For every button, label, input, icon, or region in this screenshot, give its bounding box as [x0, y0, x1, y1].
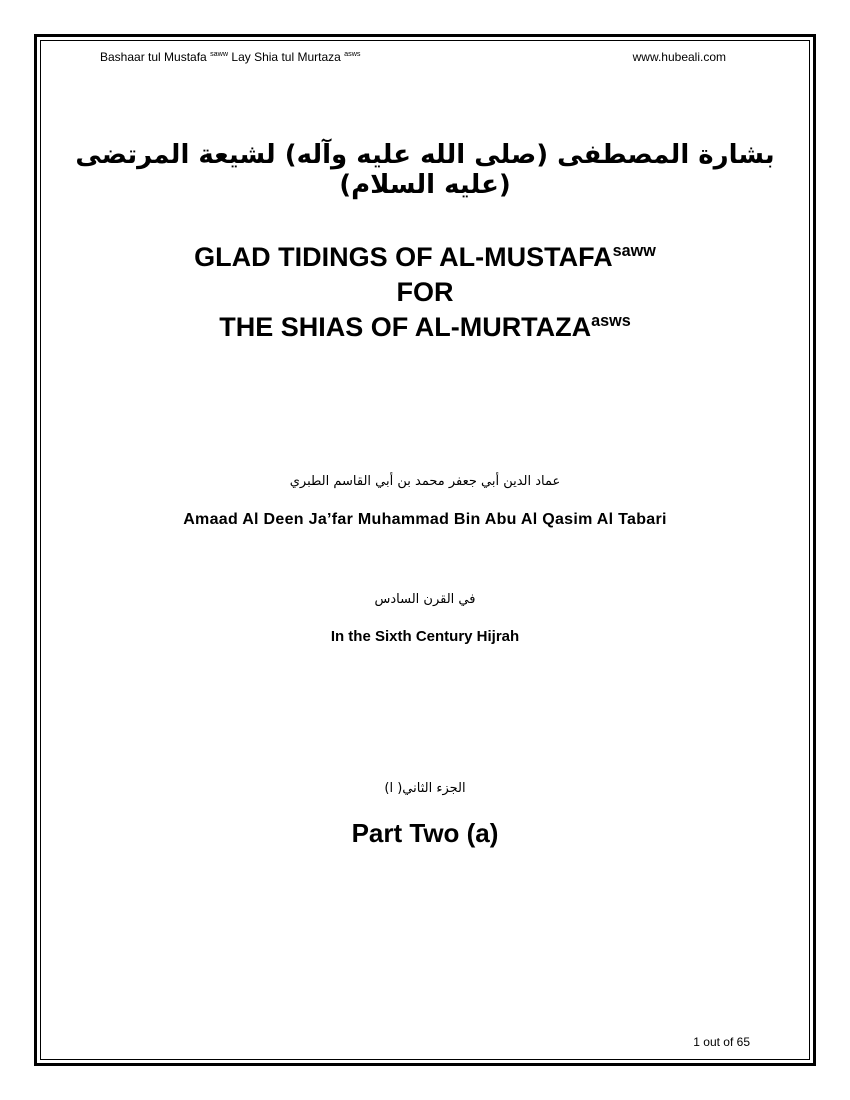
title-line-1 [60, 240, 790, 275]
century-arabic: في القرن السادس [374, 592, 476, 607]
century-text: In the Sixth Century Hijrah [330, 628, 520, 645]
title-line-1-text: GLAD TIDINGS OF AL-MUSTAFA [194, 242, 613, 272]
part-title: Part Two (a) [351, 818, 499, 848]
header-superscript-asws: asws [344, 49, 361, 58]
title-line-3-superscript: asws [591, 312, 631, 330]
title-line-1-superscript: saww [612, 242, 656, 260]
running-header [100, 50, 361, 64]
page-number: 1 out of 65 [693, 1035, 750, 1049]
title-line-3-text: THE SHIAS OF AL-MURTAZA [219, 312, 592, 342]
english-title [60, 240, 790, 345]
author-arabic: عماد الدين أبي جعفر محمد بن أبي القاسم الطبري [289, 474, 561, 489]
header-superscript-saww: saww [210, 49, 229, 58]
header-website: www.hubeali.com [632, 50, 726, 64]
part-arabic: الجزء الثاني( ا) [384, 781, 466, 796]
header-book-title-continued: Lay Shia tul Murtaza [231, 50, 341, 64]
author-name: Amaad Al Deen Ja’far Muhammad Bin Abu Al Qasim Al Tabari [183, 511, 667, 528]
title-line-2: FOR [396, 277, 454, 307]
header-book-title: Bashaar tul Mustafa [100, 50, 207, 64]
arabic-title: بشارة المصطفى (صلى الله عليه وآله) لشيعة المرتضى (عليه السلام) [75, 140, 775, 200]
title-line-3 [60, 310, 790, 345]
